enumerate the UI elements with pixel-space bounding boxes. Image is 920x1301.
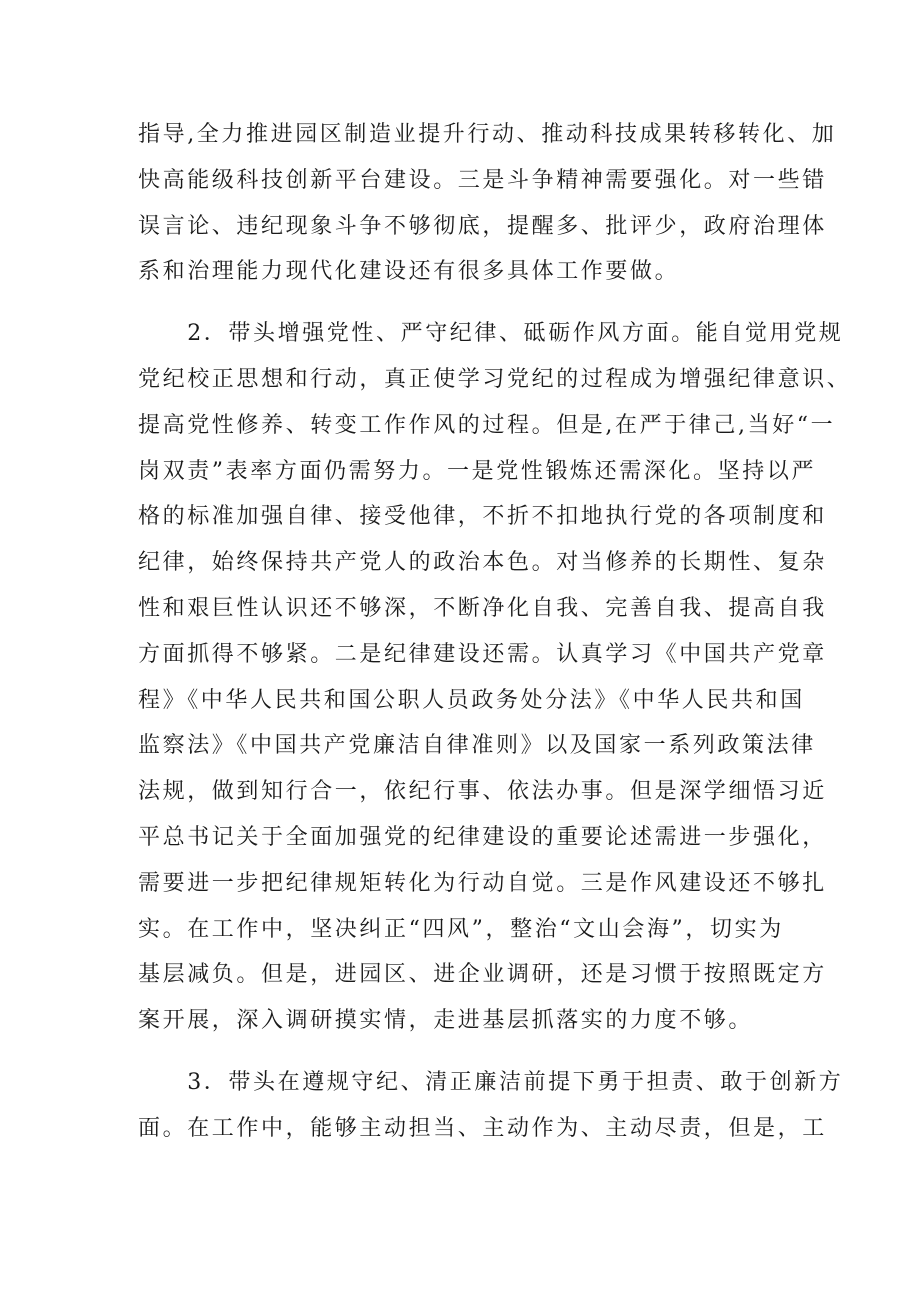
text-line: 程》《中华人民共和国公职人员政务处分法》《中华人民共和国 — [138, 687, 805, 713]
text-line: 实。在工作中，坚决纠正“四风”，整治“文山会海”，切实为 — [138, 916, 784, 942]
paragraph-gap — [138, 1044, 788, 1060]
paragraph-gap — [138, 295, 788, 311]
text-line: 2．带头增强党性、严守纪律、砥砺作风方面。能自觉用党规 — [138, 321, 844, 347]
text-line: 快高能级科技创新平台建设。三是斗争精神需要强化。对一些错 — [138, 167, 827, 193]
text-line: 案开展，深入调研摸实情，走进基层抓落实的力度不够。 — [138, 1008, 754, 1034]
text-line: 法规，做到知行合一，依纪行事、依法办事。但是深学细悟习近 — [138, 779, 827, 805]
text-line: 提高党性修养、转变工作作风的过程。但是,在严于律己,当好“一 — [138, 412, 836, 438]
text-line: 党纪校正思想和行动，真正使学习党纪的过程成为增强纪律意识、 — [138, 366, 852, 392]
text-line: 3．带头在遵规守纪、清正廉洁前提下勇于担责、敢于创新方 — [138, 1069, 844, 1095]
text-line: 基层减负。但是，进园区、进企业调研，还是习惯于按照既定方 — [138, 962, 827, 988]
text-line: 性和艰巨性认识还不够深，不断净化自我、完善自我、提高自我 — [138, 595, 827, 621]
text-line: 监察法》《中国共产党廉洁自律准则》以及国家一系列政策法律 — [138, 733, 816, 759]
text-line: 格的标准加强自律、接受他律，不折不扣地执行党的各项制度和 — [138, 504, 827, 530]
text-line: 方面抓得不够紧。二是纪律建设还需。认真学习《中国共产党章 — [138, 641, 827, 667]
body-text — [138, 112, 852, 1152]
text-line: 岗双责”表率方面仍需努力。一是党性锻炼还需深化。坚持以严 — [138, 458, 817, 484]
text-line: 平总书记关于全面加强党的纪律建设的重要论述需进一步强化， — [138, 824, 827, 850]
text-line: 指导,全力推进园区制造业提升行动、推动科技成果转移转化、加 — [138, 122, 837, 147]
text-line: 面。在工作中，能够主动担当、主动作为、主动尽责，但是，工 — [138, 1115, 827, 1141]
text-line: 纪律，始终保持共产党人的政治本色。对当修养的长期性、复杂 — [138, 550, 827, 576]
text-line: 需要进一步把纪律规矩转化为行动自觉。三是作风建设还不够扎 — [138, 870, 827, 896]
text-line: 系和治理能力现代化建设还有很多具体工作要做。 — [138, 259, 680, 285]
text-line: 误言论、违纪现象斗争不够彻底，提醒多、批评少，政府治理体 — [138, 213, 827, 239]
